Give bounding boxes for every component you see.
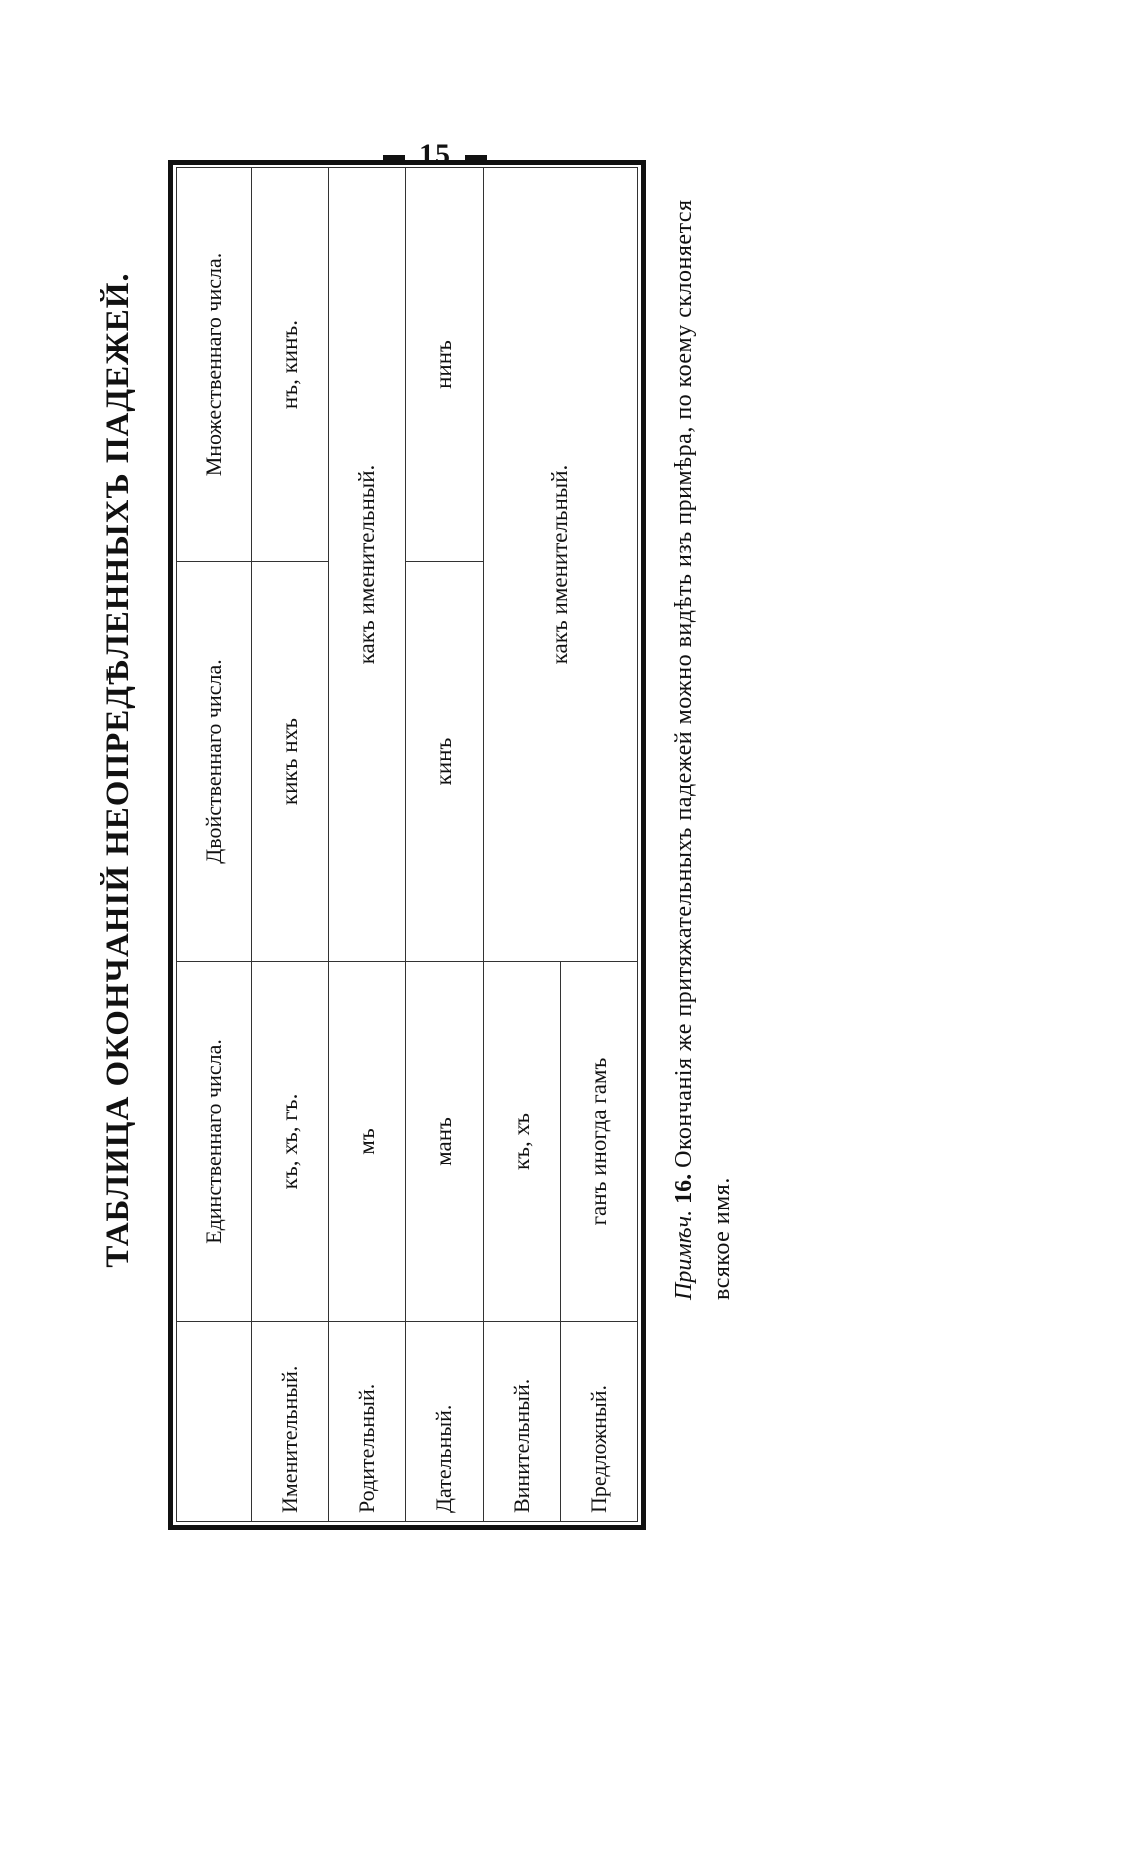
- header-plural: Множественнаго числа.: [177, 168, 252, 562]
- case-label: Родительный.: [329, 1322, 406, 1522]
- table-title: ТАБЛИЦА ОКОНЧАНІЙ НЕОПРЕДѢЛЕННЫХЪ ПАДЕЖЕЙ.: [100, 272, 136, 1268]
- table-row: [406, 168, 483, 1522]
- case-label: Предложный.: [560, 1322, 637, 1522]
- dual-plural-cell: какъ именительный.: [329, 168, 406, 962]
- plural-cell: нинъ: [406, 168, 483, 562]
- dual-plural-cell: какъ именительный.: [483, 168, 637, 962]
- dual-cell: кинъ: [406, 562, 483, 962]
- singular-cell: къ, хъ: [483, 962, 560, 1322]
- table-header-row: [177, 168, 252, 1522]
- singular-cell: манъ: [406, 962, 483, 1322]
- page-number: 15: [360, 138, 510, 172]
- singular-cell: мъ: [329, 962, 406, 1322]
- table-row: [329, 168, 406, 1522]
- singular-cell: ганъ иногда гамъ: [560, 962, 637, 1322]
- singular-cell: къ, хъ, гъ.: [252, 962, 329, 1322]
- footnote: [665, 150, 741, 1300]
- note-lead: Примѣч.: [671, 1209, 697, 1300]
- table-row: [252, 168, 329, 1522]
- plural-cell: нъ, кинъ.: [252, 168, 329, 562]
- table-row: [483, 168, 560, 1522]
- rotated-content: [100, 120, 800, 1560]
- header-singular: Единственнаго числа.: [177, 962, 252, 1322]
- dual-cell: кикъ нхъ: [252, 562, 329, 962]
- case-label: Дательный.: [406, 1322, 483, 1522]
- header-dual: Двойственнаго числа.: [177, 562, 252, 962]
- note-text: Окончанія же притяжательныхъ падежей можно видѣть изъ примѣра, по коему склоняется всякое имя.: [671, 199, 735, 1300]
- header-case: [177, 1322, 252, 1522]
- note-number: 16.: [671, 1173, 697, 1204]
- endings-table-frame: [168, 160, 646, 1530]
- endings-table: [176, 167, 638, 1522]
- case-label: Винительный.: [483, 1322, 560, 1522]
- case-label: Именительный.: [252, 1322, 329, 1522]
